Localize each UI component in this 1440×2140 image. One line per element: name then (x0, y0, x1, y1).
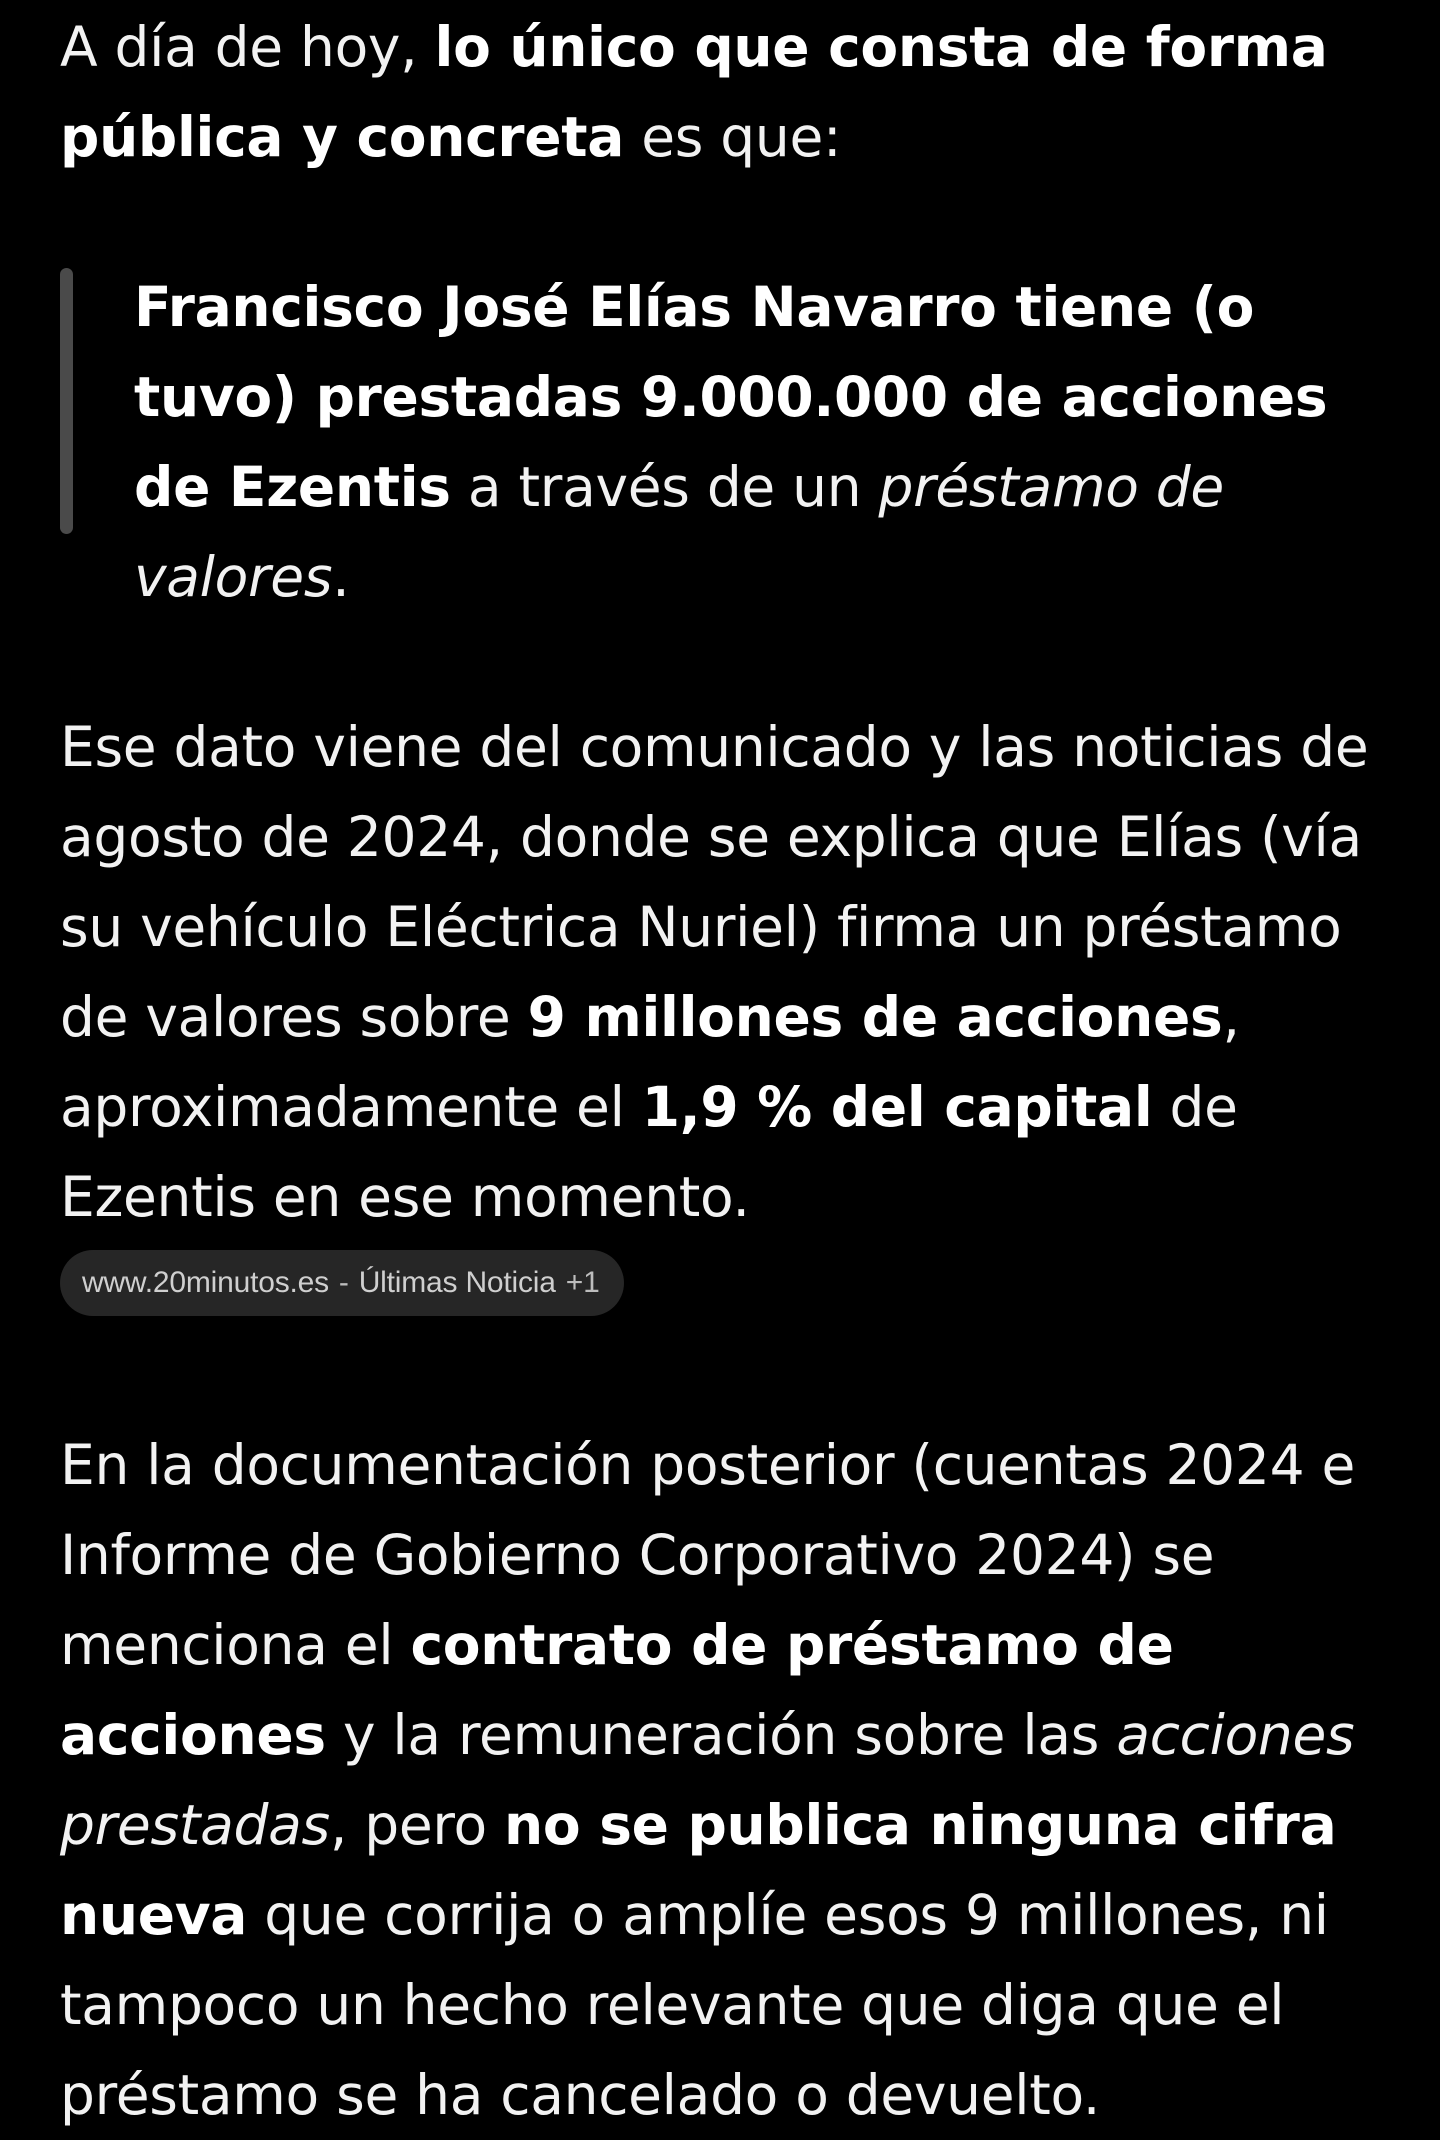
source-separator: - (338, 1266, 349, 1299)
blockquote-bar (60, 268, 73, 534)
blockquote (60, 262, 1380, 622)
quote-text: a través de un (450, 455, 879, 519)
para3-text-mid2: , pero (329, 1793, 505, 1857)
para3-bold-no-figure: no se publica ninguna cifra nueva (60, 1793, 1337, 1947)
intro-text: A día de hoy, (60, 15, 435, 79)
para2-bold-shares: 9 millones de acciones (527, 985, 1223, 1049)
source-paragraph (60, 702, 1380, 1242)
blockquote-paragraph (134, 262, 1380, 622)
source-citation-chip[interactable] (60, 1250, 624, 1316)
documentation-paragraph (60, 1420, 1380, 2140)
para3-text-end: que corrija o amplíe esos 9 millones, ni tampoco un hecho relevante que diga que el préstamo se ha cancelado o devuelto. (60, 1883, 1329, 2127)
intro-text-end: es que: (624, 105, 842, 169)
intro-bold: lo único que consta de forma pública y concreta (60, 15, 1328, 169)
source-more-count: +1 (565, 1266, 600, 1299)
para2-text-mid: , aproximadamente el (60, 985, 1240, 1139)
para3-italic: acciones prestadas (60, 1703, 1355, 1857)
source-site: www.20minutos.es (82, 1266, 329, 1299)
para3-text: En la documentación posterior (cuentas 2024 e Informe de Gobierno Corporativo 2024) se menciona el (60, 1433, 1355, 1677)
para2-bold-capital: 1,9 % del capital (641, 1075, 1153, 1139)
quote-italic: préstamo de valores (134, 455, 1224, 609)
para3-text-mid: y la remuneración sobre las (325, 1703, 1117, 1767)
para2-text-end: de Ezentis en ese momento. (60, 1075, 1238, 1229)
intro-paragraph (60, 0, 1380, 182)
quote-text-end: . (332, 545, 350, 609)
para3-bold-contract: contrato de préstamo de acciones (60, 1613, 1174, 1767)
source-title: Últimas Noticia (358, 1266, 556, 1299)
quote-bold: Francisco José Elías Navarro tiene (o tuvo) prestadas 9.000.000 de acciones de Ezentis (134, 275, 1328, 519)
para2-text: Ese dato viene del comunicado y las noticias de agosto de 2024, donde se explica que Elías (vía su vehículo Eléctrica Nuriel) firma un préstamo de valores sobre (60, 715, 1369, 1049)
